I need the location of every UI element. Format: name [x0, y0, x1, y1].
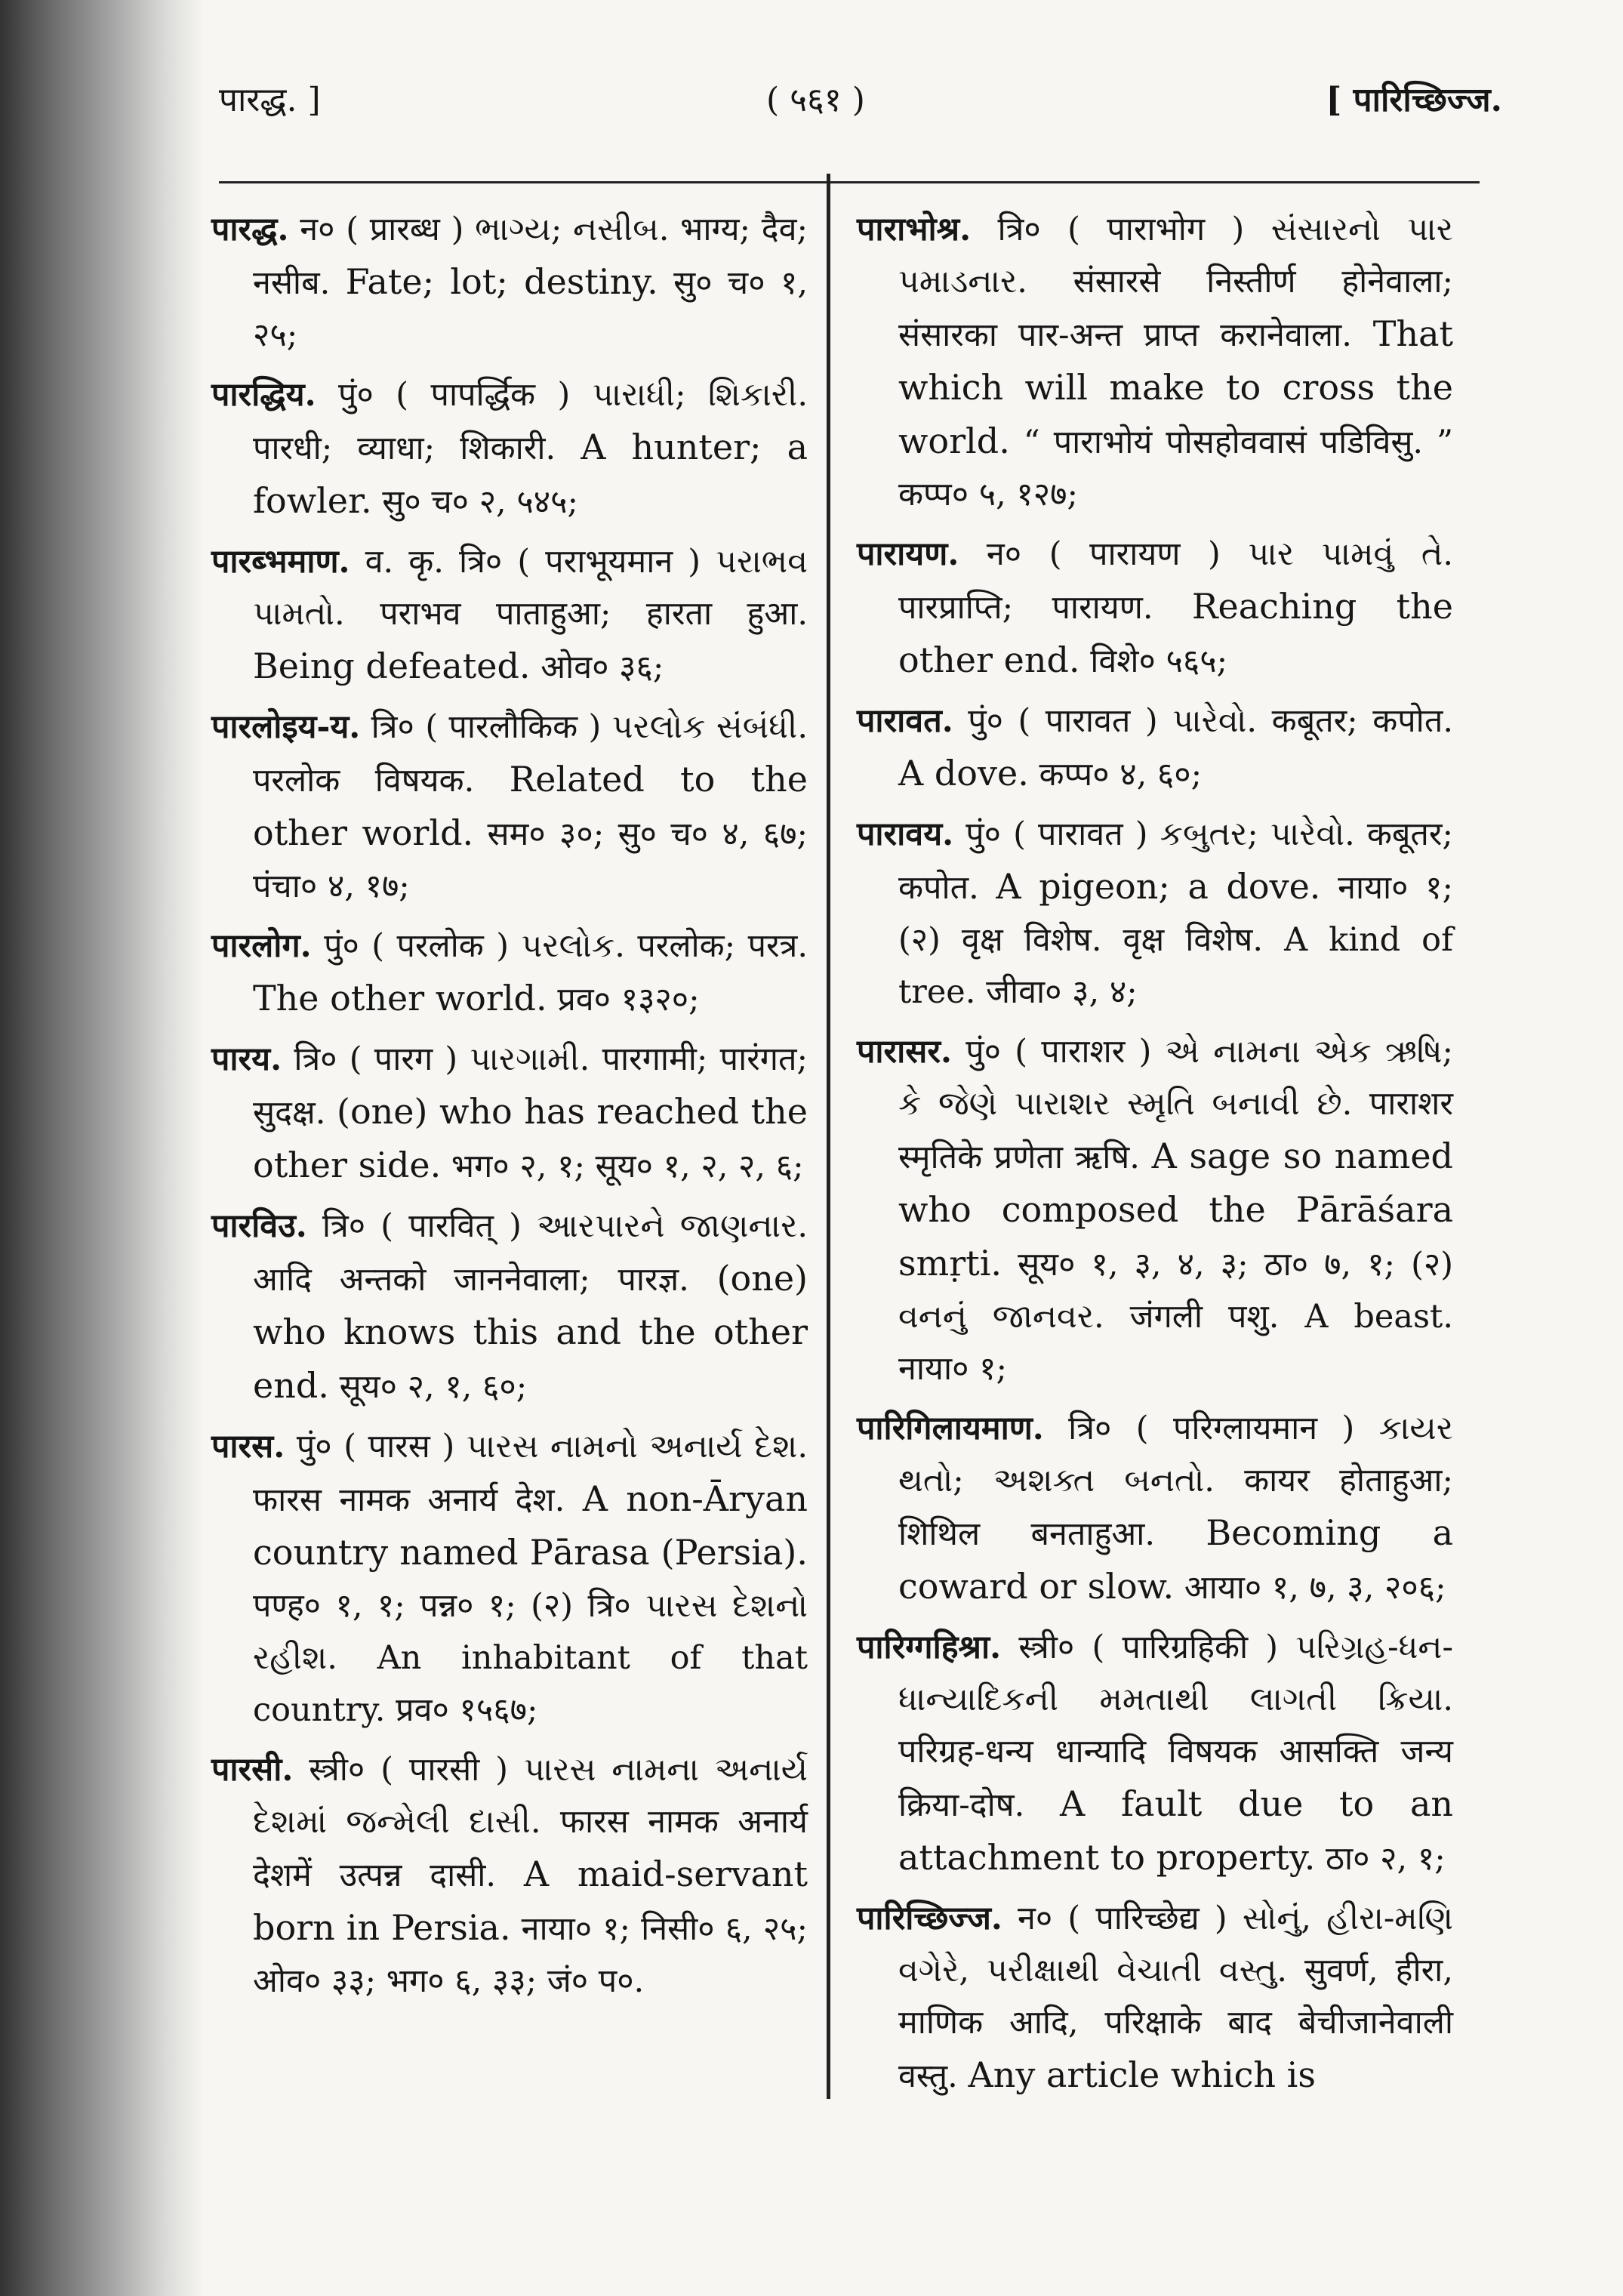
references: आया० १, ७, ३, २०६;: [1184, 1569, 1446, 1607]
references: सु० च० २, ५४५;: [382, 483, 578, 521]
references: सु० च० १, २५;: [253, 264, 808, 354]
english-meaning: A maid-servant born in Persia.: [253, 1854, 808, 1948]
gloss: त्रि० ( पारवित् ) આરપારને જાણનાર. आदि अन्तको जाननेवाला; पारज्ञ.: [253, 1207, 808, 1299]
right-column: [857, 204, 1453, 2110]
headword: पारविउ.: [211, 1207, 307, 1245]
english-meaning: A non-Āryan country named Pārasa (Persia).: [253, 1478, 808, 1573]
english-meaning: A fault due to an attachment to property.: [898, 1783, 1453, 1878]
headword: पारलोग.: [211, 927, 312, 965]
headword: पारद्धिय.: [211, 376, 316, 414]
references: “ पाराभोयं पोसहोववासं पडिविसु. ” कप्प० ५, १२७;: [898, 424, 1454, 513]
gloss: पुं० ( पारावत ) પારેવો. कबूतर; कपोत.: [968, 702, 1453, 740]
references: नाया० १; निसी० ६, २५; ओव० ३३; भग० ६, ३३; जं० प०.: [253, 1910, 808, 2000]
gloss: न० ( पारायण ) પાર પામવું તે. पारप्राप्ति; पारायण.: [898, 535, 1454, 627]
left-column: [211, 204, 808, 2015]
dictionary-entry: [211, 920, 808, 1026]
headword: पारिच्छिज्ज.: [857, 1900, 1002, 1937]
header-rule: [219, 181, 1480, 183]
gloss: पुं० ( परलोक ) પરલોક. परलोक; परत्र.: [324, 927, 808, 965]
headword: पाराभोश्र.: [857, 211, 972, 248]
references: नाया० १; (२) वृक्ष विशेष. वृक्ष विशेष. A kind of tree. जीवा० ३, ४;: [898, 869, 1453, 1011]
gloss: त्रि० ( परिग्लायमान ) કાયર થતો; અશક્ત બનતો. कायर होताहुआ; शिथिल बनताहुआ.: [898, 1410, 1453, 1553]
gloss: स्त्री० ( पारसी ) પારસ નામના અનાર્ય દેશમાં જન્મેલી દાસી. फारस नामक अनार्य देशमें उत्पन्न दासी.: [253, 1751, 808, 1894]
gloss: स्त्री० ( पारिग्रहिकी ) પરિગ્રહ-ધન-ધાન્યાદિકની મમતાથી લાગતી ક્રિયા. परिग्रह-धन्य धान्यादि विषयक आसक्ति जन्य क्रिया-दोष.: [898, 1629, 1453, 1824]
english-meaning: That which will make to cross the world.: [898, 313, 1453, 461]
dictionary-entry: [211, 1421, 808, 1737]
english-meaning: Being defeated.: [253, 646, 531, 686]
dictionary-entry: [857, 1026, 1453, 1395]
gloss: पुं० ( पापर्द्धिक ) પારાધી; શિકારી. पारधी; व्याधा; शिकारी.: [253, 376, 808, 467]
dictionary-entry: [857, 695, 1453, 801]
english-meaning: Becoming a coward or slow.: [898, 1512, 1453, 1607]
dictionary-entry: [857, 1893, 1453, 2103]
headword: पारलोइय-य.: [211, 708, 361, 746]
english-meaning: (one) who has reached the other side.: [253, 1091, 808, 1185]
english-meaning: A hunter; a fowler.: [253, 427, 808, 521]
gloss: त्रि० ( पाराभोग ) સંસારનો પાર પમાડનાર. संसारसे निस्तीर्ण होनेवाला; संसारका पार-अन्त प्राप्त करानेवाला.: [898, 211, 1454, 354]
english-meaning: Any article which is: [968, 2054, 1316, 2095]
references: भग० २, १; सूय० १, २, २, ६;: [451, 1148, 804, 1185]
headword: पारसी.: [211, 1751, 294, 1789]
headword: पारायण.: [857, 535, 959, 573]
english-meaning: A pigeon; a dove.: [996, 866, 1321, 907]
references: सूय० १, ३, ४, ३; ठा० ७, १; (२) વનનું જાનવર. जंगली पशु. A beast. नाया० १;: [898, 1246, 1453, 1388]
headword: पारय.: [211, 1040, 282, 1078]
page-number: ( ५६१ ): [766, 81, 865, 119]
right-guide-word: [ पारिच्छिज्ज.: [1326, 81, 1502, 119]
column-divider: [827, 174, 830, 2099]
dictionary-entry: [211, 701, 808, 913]
references: सूय० २, १, ६०;: [339, 1368, 528, 1406]
english-meaning: Related to the other world.: [253, 759, 808, 853]
dictionary-entry: [211, 204, 808, 362]
headword: पारिग्गहिश्रा.: [857, 1629, 1002, 1666]
dictionary-entry: [857, 204, 1453, 521]
gloss: पुं० ( पारावत ) કબુતર; પારેવો. कबूतर; कपोत.: [898, 815, 1453, 907]
headword: पारिगिलायमाण.: [857, 1410, 1044, 1447]
references: ओव० ३६;: [540, 649, 664, 686]
dictionary-entry: [211, 1200, 808, 1413]
references: कप्प० ४, ६०;: [1039, 756, 1203, 794]
gloss: त्रि० ( पारग ) પારગામી. पारगामी; पारंगत; सुदक्ष.: [253, 1040, 808, 1132]
gloss: पुं० ( पाराशर ) એ નામના એક ઋષિ; કે જેણે પારાશર સ્મૃતિ બનાવી છે. पाराशर स्मृतिके प्रणेता ऋषि.: [898, 1033, 1453, 1176]
gloss: न० ( पारिच्छेद्य ) સોનું, હીરા-મણિ વગેરે, પરીક્ષાથી વેચાતી વસ્તુ. सुवर्ण, हीरा, माणिक आदि, परिक्षाके बाद बेचीजानेवाली वस्तु.: [898, 1900, 1454, 2095]
dictionary-entry: [857, 1622, 1453, 1885]
gloss: व. कृ. त्रि० ( पराभूयमान ) પરાભવ પામતો. पराभव पाताहुआ; हारता हुआ.: [253, 543, 808, 633]
english-meaning: The other world.: [253, 978, 547, 1019]
headword: पारावय.: [857, 815, 954, 853]
book-binding-shadow: [0, 0, 204, 2296]
references: पण्ह० १, १; पन्न० १; (२) त्रि० પારસ દેશનો રહીશ. An inhabitant of that country. प्रव० १५६७;: [253, 1587, 808, 1729]
references: सम० ३०; सु० च० ४, ६७; पंचा० ४, १७;: [253, 815, 808, 905]
dictionary-entry: [857, 529, 1453, 688]
headword: पारावत.: [857, 702, 953, 740]
english-meaning: A sage so named who composed the Pārāśara smṛti.: [898, 1136, 1453, 1284]
headword: पारब्भमाण.: [211, 543, 350, 581]
page-header: [219, 68, 1502, 128]
headword: पारद्ध.: [211, 211, 289, 248]
dictionary-entry: [211, 536, 808, 694]
gloss: पुं० ( पारस ) પારસ નામનો અનાર્ય દેશ. फारस नामक अनार्य देश.: [253, 1428, 808, 1519]
headword: पारासर.: [857, 1033, 952, 1071]
dictionary-entry: [857, 809, 1453, 1019]
english-meaning: (one) who knows this and the other end.: [253, 1258, 808, 1406]
dictionary-entry: [211, 1034, 808, 1193]
english-meaning: A dove.: [898, 753, 1029, 794]
english-meaning: Reaching the other end.: [898, 586, 1454, 680]
english-meaning: Fate; lot; destiny.: [345, 261, 658, 302]
dictionary-entry: [211, 1744, 808, 2008]
gloss: त्रि० ( पारलौकिक ) પરલોક સંબંધી. परलोक विषयक.: [253, 708, 808, 800]
gloss: न० ( प्रारब्ध ) ભાગ્ય; નસીબ. भाग्य; दैव; नसीब.: [253, 211, 808, 302]
references: प्रव० १३२०;: [557, 981, 700, 1019]
left-guide-word: पारद्ध. ]: [219, 81, 321, 119]
dictionary-entry: [857, 1403, 1453, 1614]
dictionary-entry: [211, 369, 808, 529]
references: विशे० ५६५;: [1090, 643, 1228, 680]
references: ठा० २, १;: [1326, 1840, 1446, 1878]
headword: पारस.: [211, 1428, 285, 1465]
